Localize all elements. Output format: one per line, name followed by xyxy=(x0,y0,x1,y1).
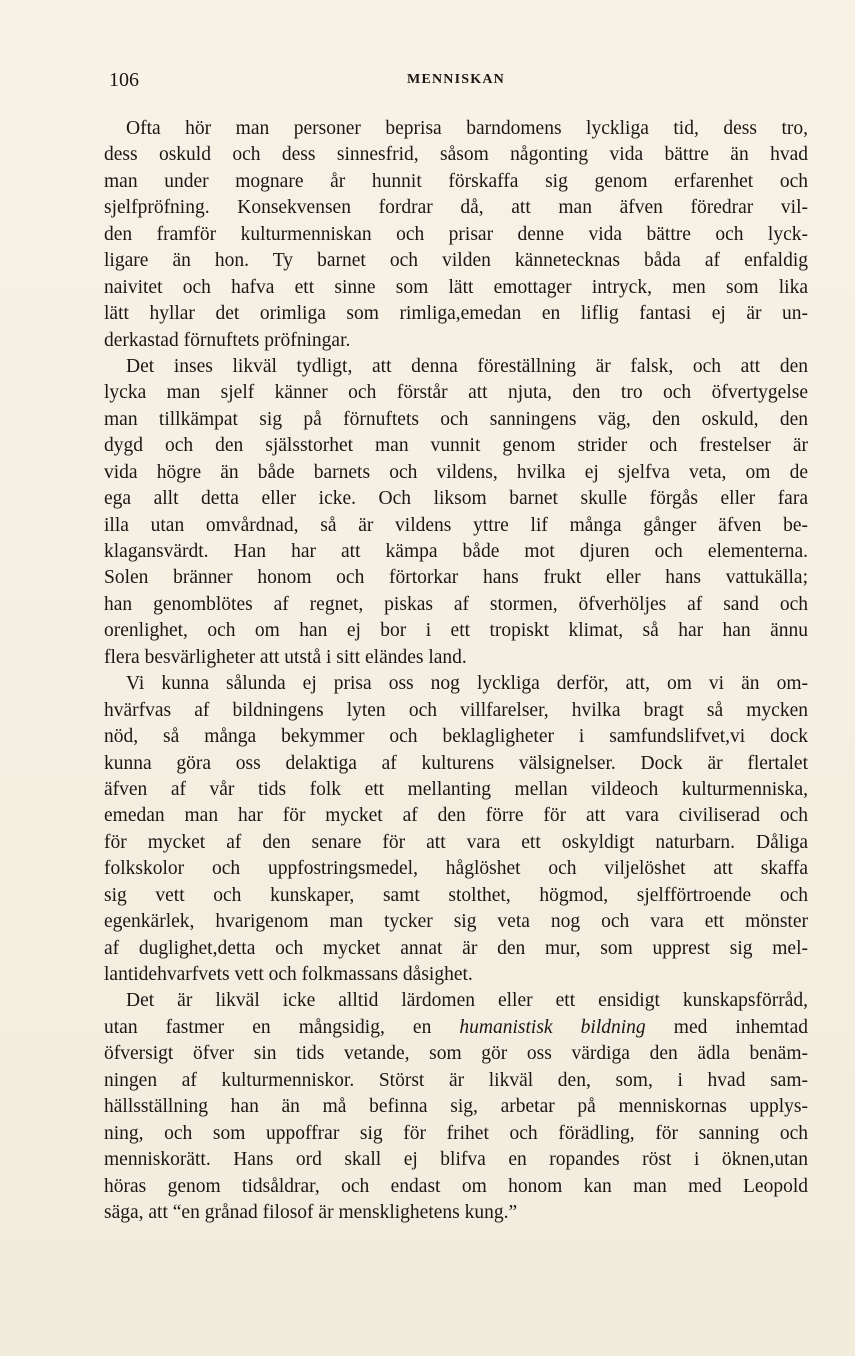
text-line: af duglighet,detta och mycket annat är den mur, som upprest sig mel- xyxy=(104,937,808,959)
text-segment: utan fastmer en mångsidig, en xyxy=(104,1016,460,1038)
text-line: klagansvärdt. Han har att kämpa både mot djuren och elementerna. xyxy=(104,541,808,562)
text-line: egenkärlek, hvarigenom man tycker sig veta nog och vara ett mönster xyxy=(104,911,808,933)
paragraph xyxy=(104,671,808,988)
text-line: ligare än hon. Ty barnet och vilden kännetecknas båda af enfaldig xyxy=(104,250,808,272)
text-line: menniskorätt. Hans ord skall ej blifva en ropandes röst i öknen,utan xyxy=(104,1149,808,1171)
text-line: lycka man sjelf känner och förstår att njuta, den tro och öfvertygelse xyxy=(104,382,808,404)
text-line: derkastad förnuftets pröfningar. xyxy=(104,329,351,351)
text-line: hvärfvas af bildningens lyten och villfarelser, hvilka bragt så mycken xyxy=(104,699,808,721)
text-line: ega allt detta eller icke. Och liksom barnet skulle förgås eller fara xyxy=(104,488,808,510)
text-line: lätt hyllar det orimliga som rimliga,emedan en liflig fantasi ej är un- xyxy=(104,303,808,325)
text-line: orenlighet, och om han ej bor i ett tropiskt klimat, så har han ännu xyxy=(104,620,808,642)
text-line: man tillkämpat sig på förnuftets och sanningens väg, den oskuld, den xyxy=(104,408,808,430)
text-line: han genomblötes af regnet, piskas af stormen, öfverhöljes af sand och xyxy=(104,593,808,615)
text-line: flera besvärligheter att utstå i sitt eländes land. xyxy=(104,646,467,668)
text-line: sig vett och kunskaper, samt stolthet, högmod, sjelfförtroende och xyxy=(104,884,808,906)
text-line: kunna göra oss delaktiga af kulturens välsignelser. Dock är flertalet xyxy=(104,752,808,774)
text-line: lantidehvarfvets vett och folkmassans dåsighet. xyxy=(104,964,473,985)
text-line: man under mognare år hunnit förskaffa sig genom erfarenhet och xyxy=(104,170,808,192)
text-line: Solen bränner honom och förtorkar hans frukt eller hans vattukälla; xyxy=(104,567,808,589)
page-number: 106 xyxy=(109,69,139,91)
paragraph xyxy=(104,988,808,1226)
body-text xyxy=(104,116,808,1226)
text-line-with-emphasis xyxy=(104,1015,808,1041)
text-line: den framför kulturmenniskan och prisar denne vida bättre och lyck- xyxy=(104,223,808,245)
text-line: emedan man har för mycket af den förre för att vara civiliserad och xyxy=(104,805,808,827)
text-line: nöd, så många bekymmer och beklagligheter i samfundslifvet,vi dock xyxy=(104,726,808,748)
text-line: dess oskuld och dess sinnesfrid, såsom någonting vida bättre än hvad xyxy=(104,144,808,166)
text-line: säga, att “en grånad filosof är mensklighetens kung.” xyxy=(104,1201,518,1223)
text-line: naivitet och hafva ett sinne som lätt emottager intryck, men som lika xyxy=(104,276,808,298)
text-line: öfversigt öfver sin tids vetande, som gör oss värdiga den ädla benäm- xyxy=(104,1043,808,1065)
text-line: folkskolor och uppfostringsmedel, håglöshet och viljelöshet att skaffa xyxy=(104,858,808,880)
text-line: hällsställning han än må befinna sig, arbetar på menniskornas upplys- xyxy=(104,1096,808,1118)
text-line: Det är likväl icke alltid lärdomen eller ett ensidigt kunskapsförråd, xyxy=(126,990,808,1012)
text-line: dygd och den själsstorhet man vunnit genom strider och frestelser är xyxy=(104,435,808,457)
text-line: för mycket af den senare för att vara ett oskyldigt naturbarn. Dåliga xyxy=(104,831,808,853)
italic-phrase: humanistisk bildning xyxy=(459,1016,646,1038)
text-line: illa utan omvårdnad, så är vildens yttre lif många gånger äfven be- xyxy=(104,514,808,536)
text-line: vida högre än både barnets och vildens, hvilka ej sjelfva veta, om de xyxy=(104,461,808,483)
paragraph xyxy=(104,354,808,671)
text-line: ningen af kulturmenniskor. Störst är likväl den, som, i hvad sam- xyxy=(104,1069,808,1091)
text-line: Ofta hör man personer beprisa barndomens lyckliga tid, dess tro, xyxy=(126,118,808,139)
text-line: ning, och som uppoffrar sig för frihet och förädling, för sanning och xyxy=(104,1122,808,1144)
text-line: äfven af vår tids folk ett mellanting mellan vildeoch kulturmenniska, xyxy=(104,778,808,800)
text-line: Det inses likväl tydligt, att denna föreställning är falsk, och att den xyxy=(126,355,808,377)
text-segment: med inhemtad xyxy=(645,1016,808,1038)
page-header xyxy=(104,66,808,96)
running-title: MENNISKAN xyxy=(407,72,505,87)
text-line: höras genom tidsåldrar, och endast om honom kan man med Leopold xyxy=(104,1175,808,1197)
paragraph xyxy=(104,116,808,354)
text-line: Vi kunna sålunda ej prisa oss nog lyckliga derför, att, om vi än om- xyxy=(126,673,808,695)
text-line: sjelfpröfning. Konsekvensen fordrar då, att man äfven föredrar vil- xyxy=(104,197,808,219)
